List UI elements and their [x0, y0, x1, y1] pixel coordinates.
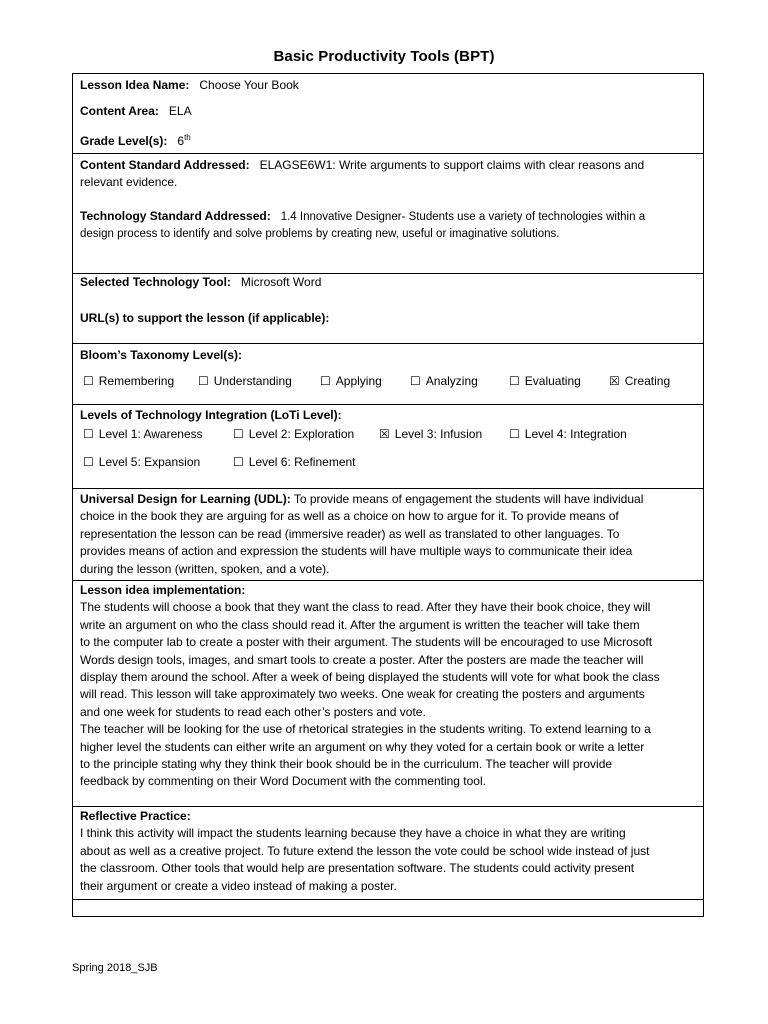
udl-line: choice in the book they are arguing for as well as a choice on how to argue for it. To provide means of: [80, 509, 619, 524]
checked-checkbox-icon[interactable]: ☒: [609, 374, 620, 388]
loti-option-label: Level 4: Integration: [524, 427, 627, 441]
implementation-line: will read. This lesson will take approximately two weeks. One weak for creating the posters and arguments: [80, 687, 645, 702]
reflective-label: Reflective Practice:: [80, 809, 191, 823]
selected-tool-label: Selected Technology Tool:: [80, 275, 231, 289]
blooms-options: [80, 373, 696, 390]
loti-option-label: Level 6: Refinement: [248, 455, 356, 469]
checkbox-icon[interactable]: ☐: [83, 455, 94, 469]
blooms-label: Bloom’s Taxonomy Level(s):: [80, 348, 243, 362]
blooms-option-label: Remembering: [98, 374, 175, 388]
loti-option-label: Level 5: Expansion: [98, 455, 201, 469]
implementation-line: display them around the school. After a week of being displayed the students will vote for what book the class: [80, 670, 660, 685]
reflective-line: about as well as a creative project. To future extend the lesson the vote could be school wide instead of just: [80, 843, 650, 858]
lesson-plan-table: [72, 73, 704, 917]
blooms-option-label: Analyzing: [425, 374, 478, 388]
grade-level-suffix: th: [184, 133, 191, 142]
content-standard-text-cont: relevant evidence.: [80, 175, 178, 189]
document-title: Basic Productivity Tools (BPT): [273, 48, 495, 65]
checkbox-icon[interactable]: ☐: [509, 374, 520, 388]
checked-checkbox-icon[interactable]: ☒: [379, 427, 390, 441]
empty-row: [73, 900, 703, 916]
lesson-info-row: [73, 74, 703, 154]
udl-row: [73, 489, 703, 581]
blooms-option-label: Evaluating: [524, 374, 581, 388]
implementation-row: [73, 581, 703, 807]
implementation-line: feedback by commenting on their Word Document with the commenting tool.: [80, 774, 486, 789]
implementation-line: to the principle stating why they think their book should be in the curriculum. The teacher will provide: [80, 757, 613, 772]
tech-standard-text-cont: design process to identify and solve problems by creating new, useful or imaginative solutions.: [80, 228, 560, 240]
implementation-line: Words design tools, images, and smart tools to create a poster. After the posters are made the teacher will: [80, 652, 644, 667]
checkbox-icon[interactable]: ☐: [233, 455, 244, 469]
content-standard-line: [80, 157, 696, 174]
udl-label: Universal Design for Learning (UDL):: [80, 492, 291, 506]
reflective-line: the classroom. Other tools that would help are presentation software. The students could activity present: [80, 861, 635, 876]
loti-row: [73, 405, 703, 489]
loti-option-level-6[interactable]: [233, 454, 356, 471]
loti-option-level-3[interactable]: [379, 426, 482, 443]
grade-level-value: 6: [177, 134, 185, 148]
loti-option-level-4[interactable]: [509, 426, 627, 443]
grade-level-label: Grade Level(s):: [80, 134, 168, 148]
blooms-option-evaluating[interactable]: [509, 373, 581, 390]
checkbox-icon[interactable]: ☐: [198, 374, 209, 388]
loti-option-label: Level 1: Awareness: [98, 427, 203, 441]
checkbox-icon[interactable]: ☐: [509, 427, 520, 441]
blooms-option-applying[interactable]: [320, 373, 382, 390]
loti-option-level-5[interactable]: [83, 454, 200, 471]
reflective-practice-row: [73, 807, 703, 900]
url-label: URL(s) to support the lesson (if applicable):: [80, 311, 330, 325]
checkbox-icon[interactable]: ☐: [83, 427, 94, 441]
implementation-line: write an argument on who the class should read it. After the argument is written the teacher will take them: [80, 617, 640, 632]
content-standard-code: ELAGSE6W1:: [259, 158, 336, 172]
blooms-taxonomy-row: [73, 344, 703, 405]
blooms-option-creating[interactable]: [609, 373, 670, 390]
content-area-line: [80, 103, 696, 120]
content-standard-label: Content Standard Addressed:: [80, 158, 250, 172]
loti-options-row-1: [80, 426, 696, 443]
implementation-line: to the computer lab to create a poster with their argument. The students will be encouraged to use Microsoft: [80, 635, 653, 650]
lesson-name-label: Lesson Idea Name:: [80, 78, 190, 92]
checkbox-icon[interactable]: ☐: [410, 374, 421, 388]
content-area-label: Content Area:: [80, 104, 159, 118]
udl-text: To provide means of engagement the students will have individual: [290, 492, 644, 506]
lesson-name-line: [80, 77, 696, 94]
tech-standard-label: Technology Standard Addressed:: [80, 209, 271, 223]
blooms-option-label: Understanding: [213, 374, 292, 388]
tech-standard-text: 1.4 Innovative Designer- Students use a variety of technologies within a: [280, 211, 646, 223]
blooms-option-label: Applying: [335, 374, 382, 388]
standards-row: [73, 154, 703, 274]
selected-tool-value: Microsoft Word: [240, 275, 322, 289]
loti-option-label: Level 2: Exploration: [248, 427, 355, 441]
reflective-line: their argument or create a video instead of making a poster.: [80, 878, 397, 893]
loti-option-level-2[interactable]: [233, 426, 354, 443]
content-standard-text: Write arguments to support claims with clear reasons and: [335, 158, 645, 172]
blooms-option-analyzing[interactable]: [410, 373, 478, 390]
loti-option-level-1[interactable]: [83, 426, 203, 443]
loti-option-label: Level 3: Infusion: [394, 427, 483, 441]
reflective-line: I think this activity will impact the students learning because they have a choice in what they are writing: [80, 826, 626, 841]
technology-tool-row: [73, 274, 703, 344]
blooms-option-remembering[interactable]: [83, 373, 174, 390]
checkbox-icon[interactable]: ☐: [233, 427, 244, 441]
selected-tool-line: [80, 274, 696, 291]
udl-line-1: [80, 491, 696, 508]
udl-line: during the lesson (written, spoken, and a vote).: [80, 561, 330, 576]
implementation-line: The teacher will be looking for the use of rhetorical strategies in the students writing. To extend learning to a: [80, 722, 651, 737]
footer-text: Spring 2018_SJB: [72, 962, 158, 974]
grade-level-line: [80, 129, 696, 150]
blooms-option-understanding[interactable]: [198, 373, 292, 390]
blooms-option-label: Creating: [624, 374, 671, 388]
checkbox-icon[interactable]: ☐: [320, 374, 331, 388]
content-area-value: ELA: [168, 104, 192, 118]
loti-label: Levels of Technology Integration (LoTi Level):: [80, 408, 342, 422]
implementation-line: higher level the students can either write an argument on why they voted for a certain book or write a letter: [80, 739, 645, 754]
implementation-label: Lesson idea implementation:: [80, 583, 246, 597]
checkbox-icon[interactable]: ☐: [83, 374, 94, 388]
lesson-name-value: Choose Your Book: [199, 78, 299, 92]
loti-options-row-2: [80, 454, 696, 471]
tech-standard-line: [80, 208, 696, 226]
implementation-line: and one week for students to read each other’s posters and vote.: [80, 704, 426, 719]
udl-line: provides means of action and expression the students will have multiple ways to communicate their idea: [80, 544, 633, 559]
udl-line: representation the lesson can be read (immersive reader) as well as translated to other languages. To: [80, 526, 620, 541]
implementation-line: The students will choose a book that they want the class to read. After they have their book choice, they will: [80, 600, 651, 615]
